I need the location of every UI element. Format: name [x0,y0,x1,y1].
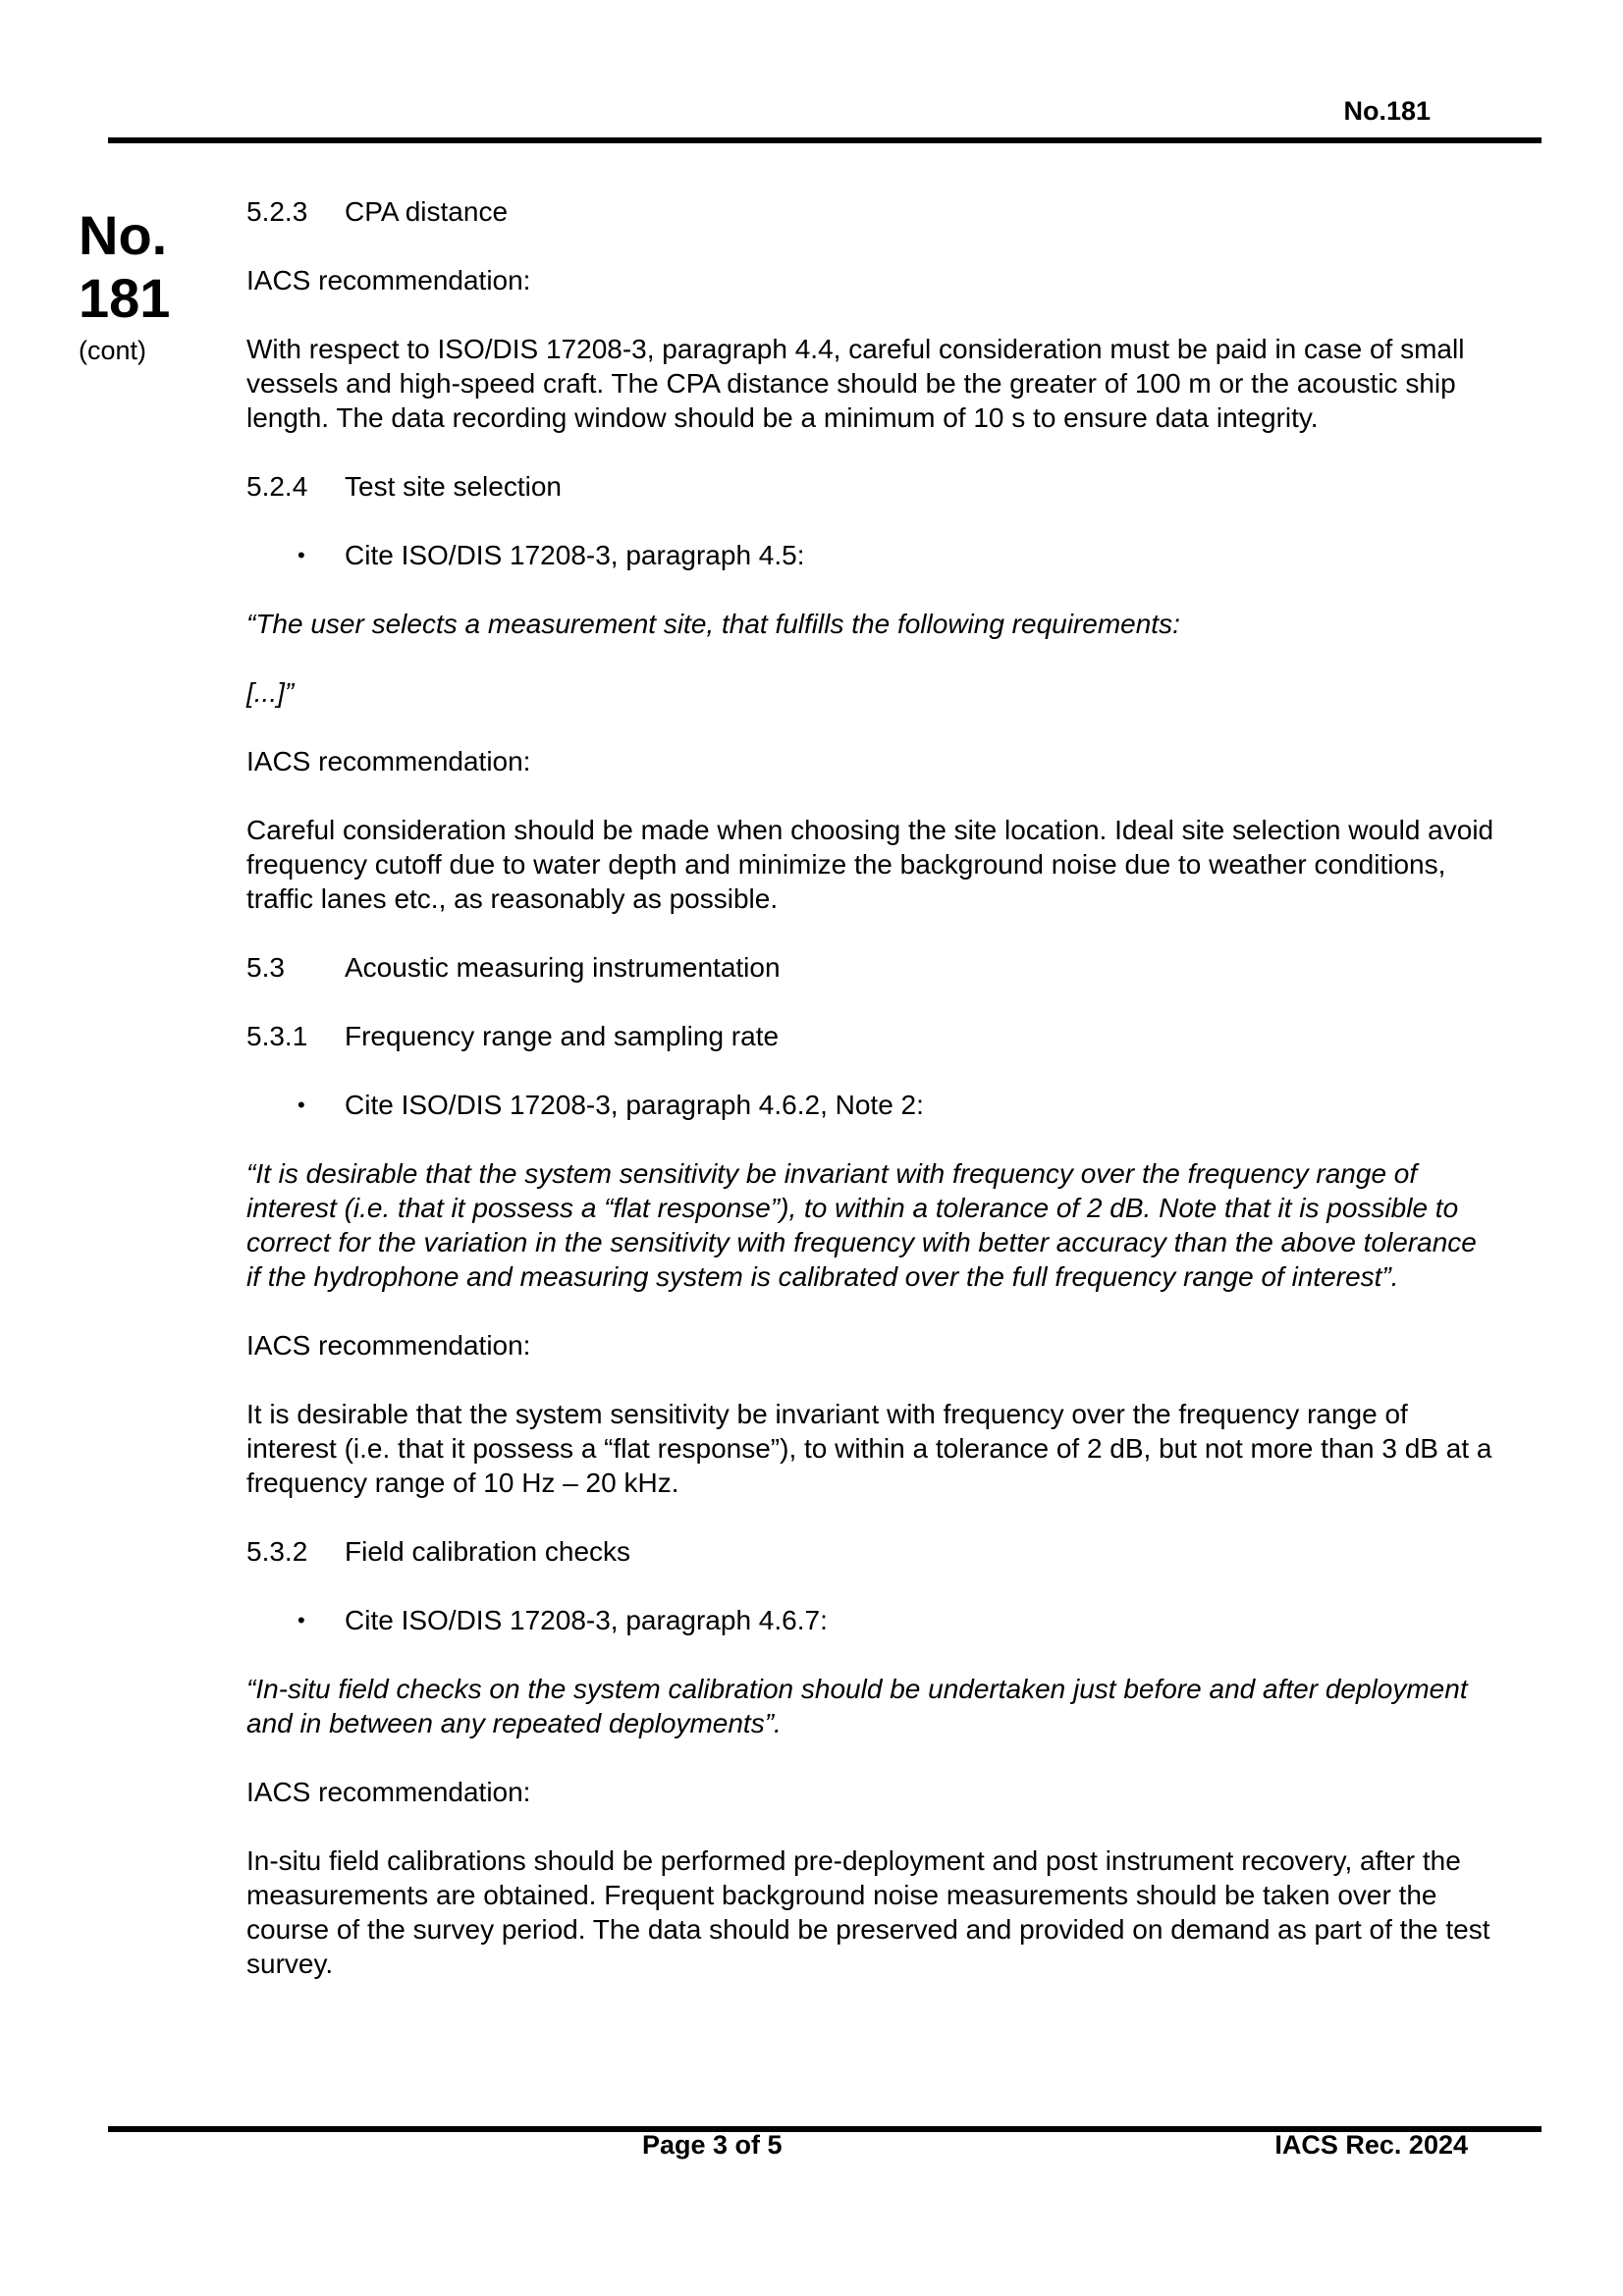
bullet-icon: • [298,543,305,567]
document-number: No.181 [1343,96,1431,126]
quote-text: “In-situ field checks on the system calibration should be undertaken just before and after deployment and in between any repeated deployments”. [246,1674,1468,1738]
citation-text: Cite ISO/DIS 17208-3, paragraph 4.6.2, Note 2: [345,1090,924,1120]
section-number: 5.3 [246,952,285,983]
side-number: 181 [79,267,171,329]
section-title: Frequency range and sampling rate [345,1021,780,1051]
section-title: Test site selection [345,471,562,502]
bullet-icon: • [298,1608,305,1632]
recommendation-label: IACS recommendation: [246,1330,531,1361]
section-number: 5.2.4 [246,471,308,502]
citation-bullet [246,1603,1495,1637]
section-title: Acoustic measuring instrumentation [345,952,781,983]
recommendation-text: In-situ field calibrations should be performed pre-deployment and post instrument recovery, after the measurements are obtained. Frequent background noise measurements should be taken over the course of the survey period. The data should be preserved and provided on demand as part of the test survey. [246,1845,1490,1979]
section-number: 5.3.1 [246,1021,308,1051]
citation-bullet [246,1088,1495,1122]
recommendation-text: With respect to ISO/DIS 17208-3, paragraph 4.4, careful consideration must be paid in case of small vessels and high-speed craft. The CPA distance should be the greater of 100 m or the acoustic ship length. The data recording window should be a minimum of 10 s to ensure data integrity. [246,334,1465,433]
recommendation-label: IACS recommendation: [246,1777,531,1807]
recommendation-label: IACS recommendation: [246,265,531,295]
quote-text: “It is desirable that the system sensitivity be invariant with frequency over the frequency range of interest (i.e. that it possess a “flat response”), to within a tolerance of 2 dB. Note that it is possible to correct for the variation in the sensitivity with frequency with better accuracy than the above tolerance if the hydrophone and measuring system is calibrated over the full frequency range of interest”. [246,1158,1477,1292]
heading-5-2-4 [246,469,1495,504]
heading-5-3 [246,950,1495,985]
section-number: 5.3.2 [246,1536,308,1567]
recommendation-text: It is desirable that the system sensitivity be invariant with frequency over the frequency range of interest (i.e. that it possess a “flat response”), to within a tolerance of 2 dB, but not more than 3 dB at a frequency range of 10 Hz – 20 kHz. [246,1399,1492,1498]
heading-5-3-2 [246,1534,1495,1569]
citation-text: Cite ISO/DIS 17208-3, paragraph 4.6.7: [345,1605,828,1635]
citation-text: Cite ISO/DIS 17208-3, paragraph 4.5: [345,540,805,570]
recommendation-label: IACS recommendation: [246,746,531,776]
header-rule [108,137,1542,143]
citation-bullet [246,538,1495,572]
side-cont-label: (cont) [79,336,147,365]
footer-rec-label: IACS Rec. 2024 [1274,2130,1468,2160]
quote-ellipsis: [...]” [246,677,295,708]
quote-text: “The user selects a measurement site, that fulfills the following requirements: [246,609,1180,639]
document-body [246,194,1495,1981]
section-title: CPA distance [345,196,509,227]
page-number: Page 3 of 5 [642,2130,783,2160]
recommendation-text: Careful consideration should be made when choosing the site location. Ideal site selection would avoid frequency cutoff due to water depth and minimize the background noise due to weather conditions, traffic lanes etc., as reasonably as possible. [246,815,1494,914]
side-no-label: No. [79,204,168,266]
bullet-icon: • [298,1093,305,1117]
heading-5-2-3 [246,194,1495,229]
heading-5-3-1 [246,1019,1495,1053]
side-rec-number [79,204,170,330]
section-number: 5.2.3 [246,196,308,227]
section-title: Field calibration checks [345,1536,631,1567]
